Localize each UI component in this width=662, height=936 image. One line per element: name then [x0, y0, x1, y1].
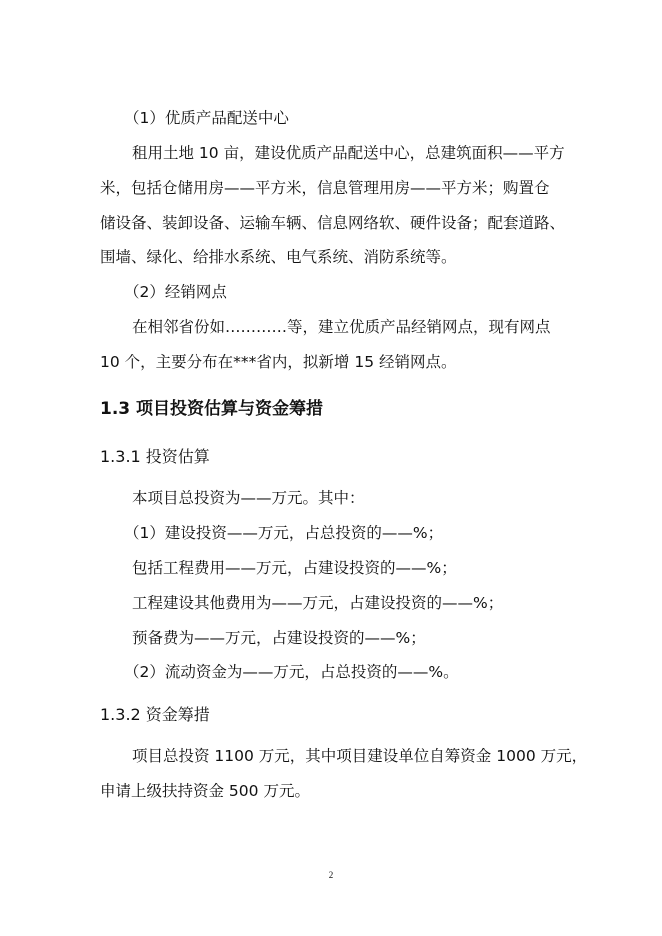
funding-line-1: 项目总投资 1100 万元，其中项目建设单位自筹资金 1000 万元， — [132, 747, 588, 765]
investment-line-3: 包括工程费用——万元，占建设投资的——%； — [132, 559, 457, 577]
item1-line-1: 租用土地 10 亩，建设优质产品配送中心，总建筑面积——平方 — [132, 144, 565, 162]
investment-line-2: （1）建设投资——万元，占总投资的——%； — [124, 524, 444, 542]
investment-line-1: 本项目总投资为——万元。其中： — [132, 489, 365, 507]
investment-line-6: （2）流动资金为——万元，占总投资的——%。 — [124, 663, 459, 681]
investment-line-4: 工程建设其他费用为——万元，占建设投资的——%； — [132, 594, 504, 612]
investment-line-5: 预备费为——万元，占建设投资的——%； — [132, 629, 426, 647]
section-1-3-heading: 1.3 项目投资估算与资金筹措 — [100, 399, 324, 419]
item2-line-2: 10 个，主要分布在***省内，拟新增 15 经销网点。 — [100, 353, 457, 371]
item2-line-1: 在相邻省份如…………等，建立优质产品经销网点，现有网点 — [132, 318, 551, 336]
section-1-3-1-heading: 1.3.1 投资估算 — [100, 447, 210, 466]
funding-line-2: 申请上级扶持资金 500 万元。 — [100, 782, 310, 800]
page-number: 2 — [328, 870, 334, 880]
item1-title: （1）优质产品配送中心 — [124, 109, 289, 127]
item1-line-3: 储设备、装卸设备、运输车辆、信息网络软、硬件设备；配套道路、 — [100, 214, 566, 232]
item1-line-4: 围墙、绿化、给排水系统、电气系统、消防系统等。 — [100, 248, 457, 266]
section-1-3-2-heading: 1.3.2 资金筹措 — [100, 705, 210, 724]
item2-title: （2）经销网点 — [124, 283, 227, 301]
item1-line-2: 米，包括仓储用房——平方米，信息管理用房——平方米；购置仓 — [100, 179, 550, 197]
